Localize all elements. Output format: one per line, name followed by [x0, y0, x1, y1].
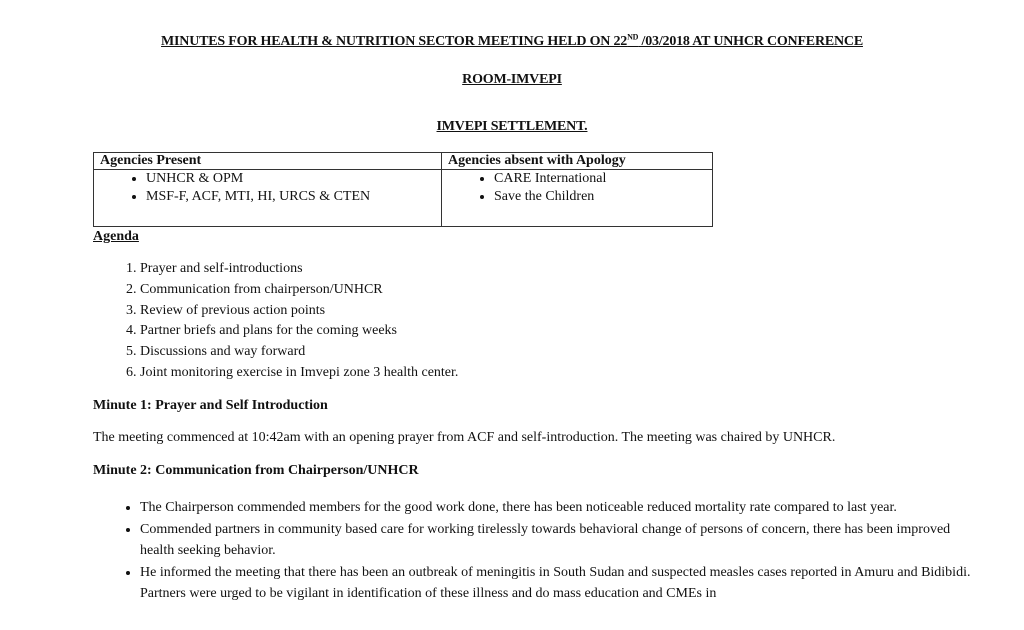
agencies-table [93, 152, 713, 227]
agencies-body-row [94, 170, 713, 227]
minute2-bullet: • The Chairperson commended members for the good work done, there has been noticeable reduced mortality rate compared to last year. [140, 497, 980, 519]
list-item: • Save the Children [494, 188, 706, 206]
minute2-heading: Minute 2: Communication from Chairperson/UNHCR [93, 463, 419, 478]
agenda-heading: Agenda [93, 229, 139, 244]
title-text-a: MINUTES FOR HEALTH & NUTRITION SECTOR MEETING HELD ON 22 [161, 34, 628, 49]
agenda-item: 4. Partner briefs and plans for the coming weeks [140, 321, 458, 342]
minute2-bullet: • He informed the meeting that there has been an outbreak of meningitis in South Sudan and suspected measles cases reported in Amuru and Bidibidi. Partners were urged to be vigilant in identification of these illness and do mass education and CMEs in [140, 562, 980, 605]
minute2-bullets [93, 497, 980, 605]
title-text-b: /03/2018 AT UNHCR CONFERENCE [638, 34, 863, 49]
agenda-item: 1. Prayer and self-introductions [140, 259, 458, 280]
agencies-absent-cell [442, 170, 713, 227]
minute1-text: The meeting commenced at 10:42am with an opening prayer from ACF and self-introduction. The meeting was chaired by UNHCR. [93, 430, 836, 445]
agenda-item: 6. Joint monitoring exercise in Imvepi zone 3 health center. [140, 363, 458, 384]
document-subtitle: IMVEPI SETTLEMENT. [436, 119, 588, 134]
title-superscript: ND [627, 32, 639, 42]
list-item: • UNHCR & OPM [146, 170, 435, 188]
agenda-list [93, 259, 458, 384]
agencies-present-cell [94, 170, 442, 227]
minute1-heading: Minute 1: Prayer and Self Introduction [93, 398, 328, 413]
agencies-absent-list [448, 170, 706, 206]
agenda-item: 2. Communication from chairperson/UNHCR [140, 280, 458, 301]
agencies-present-list [100, 170, 435, 206]
agencies-absent-header: Agencies absent with Apology [442, 153, 713, 170]
minute2-bullet: • Commended partners in community based care for working tirelessly towards behavioral change of persons of concern, there has been improved health seeking behavior. [140, 519, 980, 562]
document-title-line1 [0, 34, 1024, 50]
agencies-header-row [94, 153, 713, 170]
list-item: • MSF-F, ACF, MTI, HI, URCS & CTEN [146, 188, 435, 206]
agenda-item: 5. Discussions and way forward [140, 342, 458, 363]
document-title-line2: ROOM-IMVEPI [462, 72, 562, 87]
agencies-present-header: Agencies Present [94, 153, 442, 170]
agenda-item: 3. Review of previous action points [140, 301, 458, 322]
list-item: • CARE International [494, 170, 706, 188]
